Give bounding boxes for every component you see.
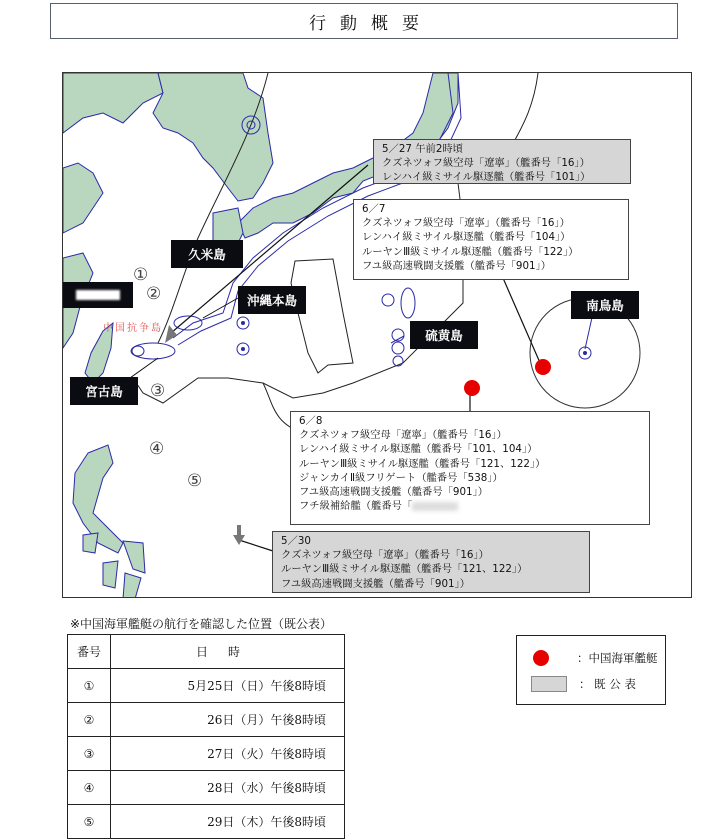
legend-item-ship: ：中国海軍艦艇 [531,650,658,666]
label-redacted [63,282,133,308]
table-row: ① 5月25日（日）午後8時頃 [68,669,345,703]
table-row: ④ 28日（水）午後8時頃 [68,771,345,805]
table-note: ※中国海軍艦艇の航行を確認した位置（既公表） [70,617,333,631]
position-marker-5: ⑤ [187,471,203,491]
header-datetime: 日時 [111,635,345,669]
label-miyako: 宮古島 [70,377,138,405]
label-minamitori: 南鳥島 [571,291,639,319]
position-marker-2: ② [146,284,162,304]
callout-jun7: 6／7 クズネツォフ級空母「遼寧」（艦番号「16」） レンハイ級ミサイル駆逐艦（艦番号「104」） ルーヤンⅢ級ミサイル駆逐艦（艦番号「122」） フユ級高速戦闘支援艦（艦番号「901」） [353,199,629,280]
ship-marker [464,380,480,396]
map-panel [62,72,692,598]
header-number: 番号 [68,635,111,669]
red-annotation: 中国抗争島 [103,323,163,334]
label-kume: 久米島 [171,240,243,268]
legend-item-published: ： 既 公 表 [531,676,636,692]
table-row: ⑤ 29日（木）午後8時頃 [68,805,345,839]
position-marker-3: ③ [150,381,166,401]
grey-box-icon [531,676,567,692]
callout-may30: 5／30 クズネツォフ級空母「遼寧」（艦番号「16」） ルーヤンⅢ級ミサイル駆逐艦（艦番号「121、122」） フユ級高速戦闘支援艦（艦番号「901」） [272,531,590,593]
ship-marker [535,359,551,375]
label-iwo: 硫黄島 [410,321,478,349]
position-marker-1: ① [133,265,149,285]
table-header-row [68,635,345,669]
red-dot-icon [533,650,549,666]
callout-may27: 5／27 午前2時頃 クズネツォフ級空母「遼寧」（艦番号「16」） レンハイ級ミサイル駆逐艦（艦番号「101」） [373,139,631,184]
table-row: ③ 27日（火）午後8時頃 [68,737,345,771]
table-row: ② 26日（月）午後8時頃 [68,703,345,737]
sighting-table [67,634,345,839]
legend [516,635,666,705]
page-title: 行動概要 [309,13,433,34]
label-okinawa: 沖縄本島 [238,286,306,314]
redacted-text [412,502,458,511]
page-title-box [50,3,678,39]
callout-jun8: 6／8 クズネツォフ級空母「遼寧」（艦番号「16」） レンハイ級ミサイル駆逐艦（艦番号「101、104」） ルーヤンⅢ級ミサイル駆逐艦（艦番号「121、122」） ジャンカイⅡ級フリゲート（艦番号「538」） フユ級高速戦闘支援艦（艦番号「901」） フチ級補給艦（艦番号「 [290,411,650,525]
position-marker-4: ④ [149,439,165,459]
